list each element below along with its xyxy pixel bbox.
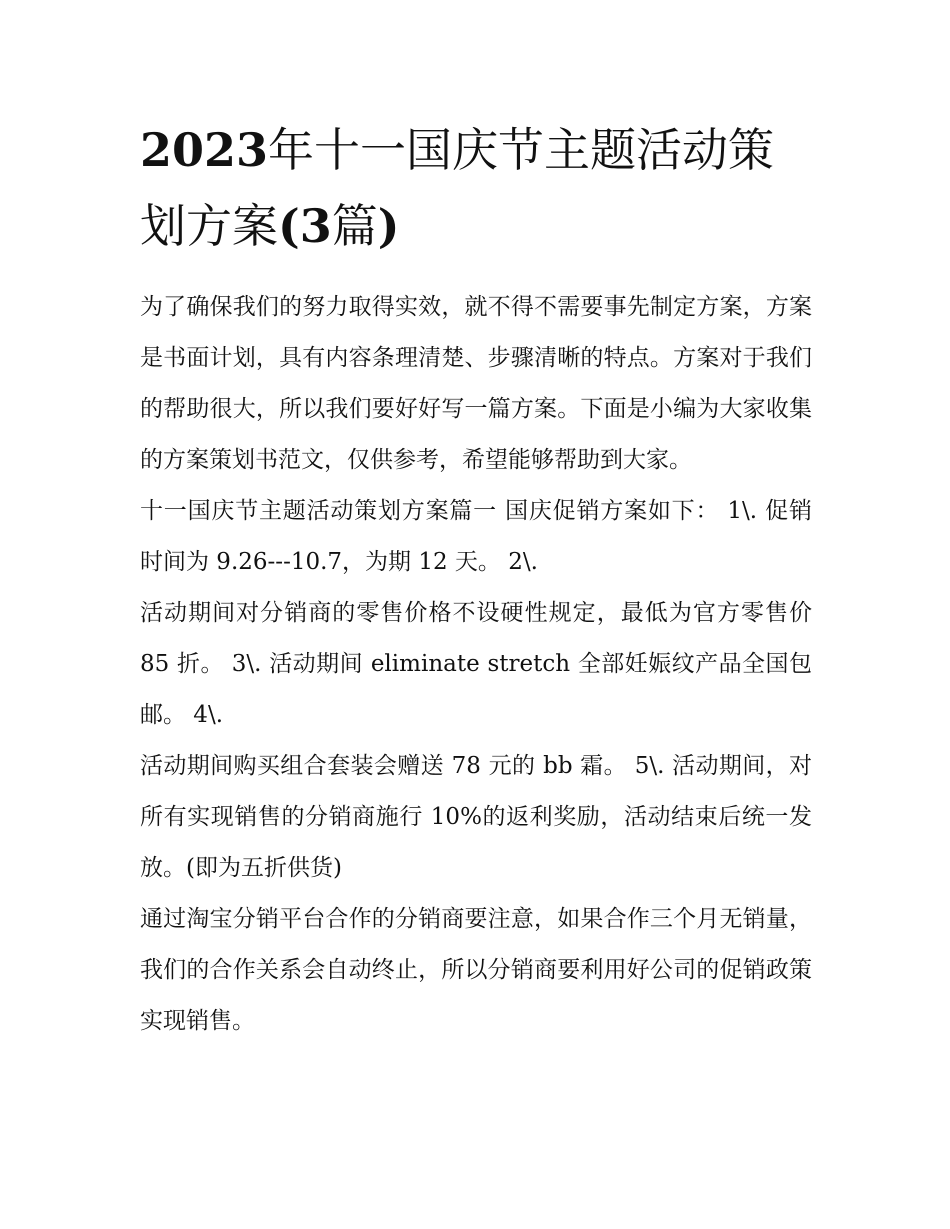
title-count-open: (3 (278, 199, 332, 253)
title-year: 2023 (140, 123, 269, 177)
document-title (140, 112, 812, 264)
document-page (140, 112, 812, 1047)
paragraph-gift-rebate: 活动期间购买组合套装会赠送 78 元的 bb 霜。 5\. 活动期间，对所有实现销售的分销商施行 10%的返利奖励，活动结束后统一发放。(即为五折供货) (140, 753, 812, 881)
title-count-unit: 篇 (331, 199, 378, 253)
paragraph-promo-time: 十一国庆节主题活动策划方案篇一 国庆促销方案如下： 1\. 促销时间为 9.26---10.7，为期 12 天。 2\. (140, 498, 812, 575)
title-main: 年十一国庆节主题活动策划方案 (140, 123, 775, 253)
intro-paragraph: 为了确保我们的努力取得实效，就不得不需要事先制定方案，方案是书面计划，具有内容条理清楚、步骤清晰的特点。方案对于我们的帮助很大，所以我们要好好写一篇方案。下面是小编为大家收集的方案策划书范文，仅供参考，希望能够帮助到大家。 (140, 294, 812, 473)
title-count-close: ) (377, 199, 400, 253)
paragraph-retail-price: 活动期间对分销商的零售价格不设硬性规定，最低为官方零售价 85 折。 3\. 活动期间 eliminate stretch 全部妊娠纹产品全国包邮。 4\. (140, 600, 812, 728)
paragraph-taobao-note: 通过淘宝分销平台合作的分销商要注意，如果合作三个月无销量，我们的合作关系会自动终止，所以分销商要利用好公司的促销政策实现销售。 (140, 906, 812, 1034)
